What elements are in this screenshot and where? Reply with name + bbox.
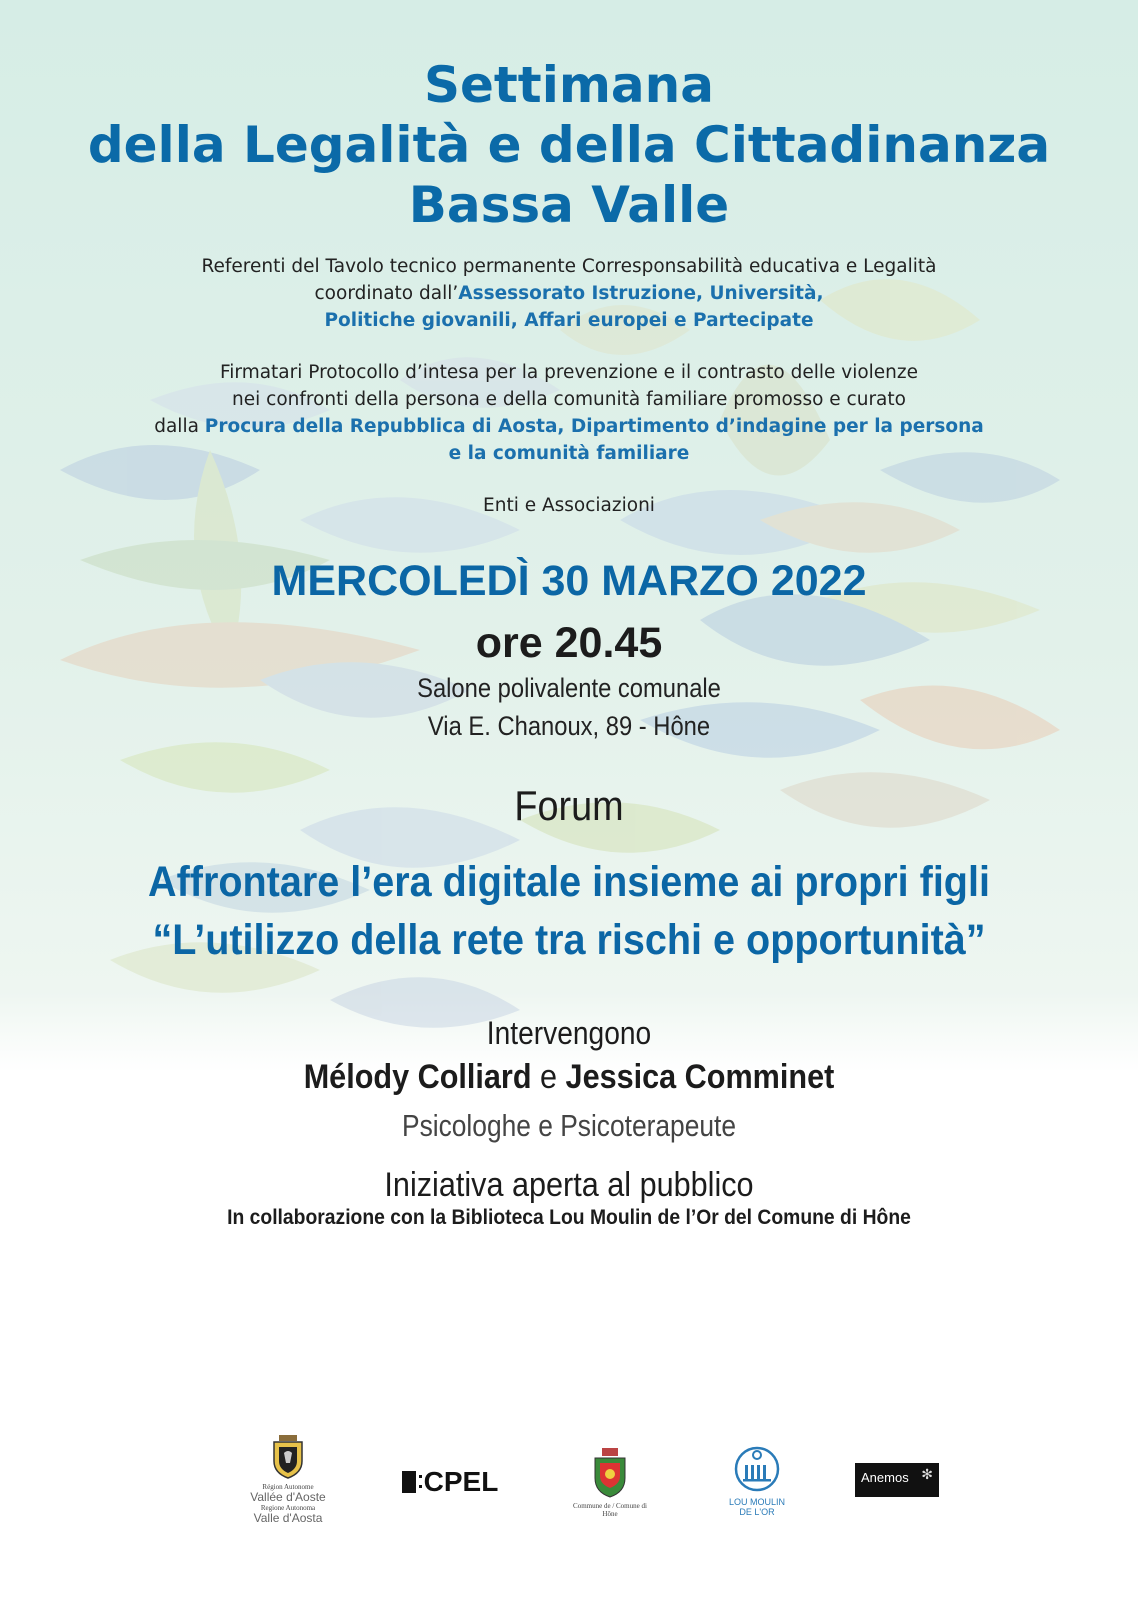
forum-title: Affrontare l’era digitale insieme ai propri figli [148, 858, 990, 906]
referenti-line-3: Politiche giovanili, Affari europei e Partecipate [324, 310, 814, 331]
cpel-mark-icon [402, 1471, 416, 1493]
cpel-logo [390, 1467, 510, 1497]
speakers-label: Intervengono [486, 1015, 652, 1051]
hone-logo [570, 1448, 650, 1518]
hone-line-2: Hône [602, 1510, 618, 1518]
event-time: ore 20.45 [475, 619, 663, 667]
event-series-title [0, 55, 1138, 235]
firmatari-prefix: dalla [154, 416, 205, 437]
speakers-role: Psicologhe e Psicoterapeute [402, 1108, 736, 1143]
library-line-2: DE L'OR [739, 1507, 775, 1517]
firmatari-line-3 [0, 413, 1138, 440]
library-logo [722, 1445, 792, 1517]
forum-subtitle: “L’utilizzo della rete tra rischi e opportunità” [152, 916, 986, 964]
library-line-1: LOU MOULIN [728, 1497, 785, 1507]
hone-crest-icon [590, 1448, 630, 1498]
title-line-1: Settimana [423, 56, 715, 114]
speakers-conjunction: e [531, 1058, 566, 1096]
assessorato-name: Assessorato Istruzione, Università, [458, 283, 824, 304]
region-crest-icon [271, 1435, 305, 1479]
dandelion-icon: ✻ [921, 1467, 933, 1483]
referenti-prefix: coordinato dall’ [314, 283, 459, 304]
referenti-line-1: Referenti del Tavolo tecnico permanente Corresponsabilità educativa e Legalità [201, 256, 937, 277]
speaker-2: Jessica Comminet [565, 1058, 835, 1096]
firmatari-block [0, 359, 1138, 467]
hone-line-1: Commune de / Comune di [573, 1502, 647, 1510]
region-logo [248, 1435, 328, 1525]
event-address: Via E. Chanoux, 89 - Hône [427, 711, 711, 741]
region-line-4: Valle d'Aosta [253, 1511, 323, 1525]
speakers-names [57, 1056, 1081, 1098]
referenti-line-2 [0, 280, 1138, 307]
firmatari-line-4: e la comunità familiare [448, 443, 690, 464]
enti-label: Enti e Associazioni [483, 495, 655, 516]
open-event-note: Iniziativa aperta al pubblico [384, 1166, 754, 1204]
region-line-2: Vallée d'Aoste [250, 1490, 326, 1504]
firmatari-line-1: Firmatari Protocollo d’intesa per la prevenzione e il contrasto delle violenze [219, 362, 918, 383]
cpel-text: CPEL [423, 1466, 499, 1497]
anemos-text: Anemos [861, 1470, 909, 1485]
mill-wheel-icon [733, 1445, 781, 1493]
firmatari-line-2: nei confronti della persona e della comunità familiare promosso e curato [232, 389, 906, 410]
event-venue: Salone polivalente comunale [417, 673, 721, 703]
procura-name: Procura della Repubblica di Aosta, Dipartimento d’indagine per la persona [204, 416, 984, 437]
speaker-1: Mélody Colliard [303, 1058, 532, 1096]
title-line-3: Bassa Valle [408, 176, 730, 234]
forum-label: Forum [514, 782, 624, 829]
region-line-1: Région Autonome [262, 1483, 314, 1491]
title-line-2: della Legalità e della Cittadinanza [87, 116, 1051, 174]
region-line-3: Regione Autonoma [260, 1504, 316, 1512]
referenti-block [0, 253, 1138, 334]
event-date: MERCOLEDÌ 30 MARZO 2022 [271, 557, 867, 605]
anemos-logo [855, 1463, 939, 1497]
collaboration-note: In collaborazione con la Biblioteca Lou Moulin de l’Or del Comune di Hône [227, 1206, 911, 1229]
